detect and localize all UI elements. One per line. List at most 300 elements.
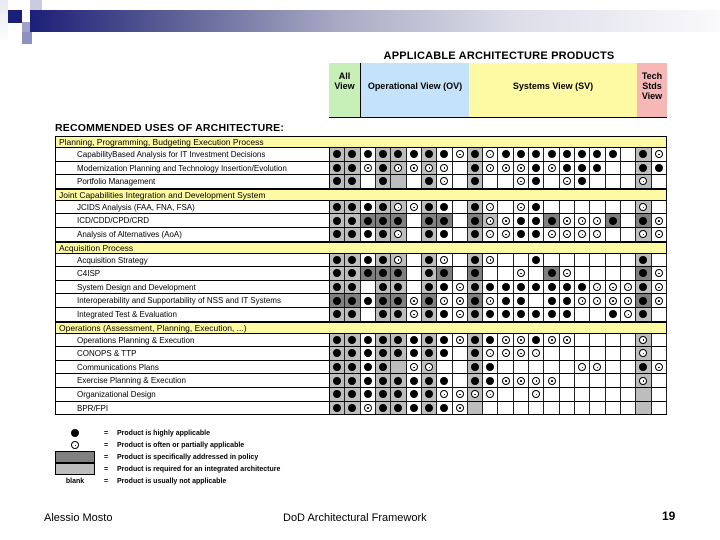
ring-dot-icon [440,390,448,398]
matrix-cell [590,347,605,360]
legend-item [55,451,315,463]
matrix-cell [422,388,437,401]
matrix-cell [606,388,621,401]
filled-dot-icon [440,336,448,344]
matrix-cell [437,294,452,307]
matrix-cell [407,388,422,401]
table-row [55,388,667,402]
filled-dot-icon [71,429,79,437]
matrix-cell [361,294,376,307]
filled-dot-icon [379,297,387,305]
ring-dot-icon [593,297,601,305]
row-cells [330,308,667,321]
matrix-cell [345,361,360,374]
matrix-cell [621,148,636,161]
matrix-cell [330,334,345,347]
filled-dot-icon [379,203,387,211]
ring-dot-icon [655,283,663,291]
matrix-cell [422,162,437,175]
ring-dot-icon [578,230,586,238]
matrix-cell [422,281,437,294]
matrix-cell [498,347,513,360]
matrix-cell [636,402,651,415]
matrix-cell [621,175,636,188]
filled-dot-icon [609,150,617,158]
ring-dot-icon [517,336,525,344]
matrix-cell [529,374,544,387]
filled-dot-icon [486,283,494,291]
matrix-cell [498,281,513,294]
filled-dot-icon [486,310,494,318]
filled-dot-icon [394,150,402,158]
matrix-cell [606,162,621,175]
matrix-cell [544,148,559,161]
legend [55,427,315,487]
filled-dot-icon [379,177,387,185]
matrix-cell [422,347,437,360]
filled-dot-icon [471,336,479,344]
matrix-cell [422,175,437,188]
matrix-cell [330,308,345,321]
matrix-cell [330,201,345,214]
matrix-cell [621,308,636,321]
matrix-cell [544,361,559,374]
ring-dot-icon [486,349,494,357]
matrix-cell [468,254,483,267]
filled-dot-icon [471,363,479,371]
filled-dot-icon [578,164,586,172]
matrix-cell [345,175,360,188]
filled-dot-icon [333,349,341,357]
legend-equals: = [103,429,109,437]
table-row [55,214,667,228]
matrix-cell [437,214,452,227]
matrix-cell [376,294,391,307]
filled-dot-icon [517,217,525,225]
filled-dot-icon [379,217,387,225]
matrix-cell [407,347,422,360]
matrix-cell [391,347,406,360]
filled-dot-icon [639,217,647,225]
logo-square-mid3 [22,32,32,44]
filled-dot-icon [532,164,540,172]
legend-text: Product is highly applicable [117,429,210,437]
ring-dot-icon [394,230,402,238]
matrix-cell [330,361,345,374]
filled-dot-icon [639,310,647,318]
table-row [55,162,667,176]
legend-text: Product is specifically addressed in policy [117,453,259,461]
matrix-cell [590,214,605,227]
view-group-tech-standards [637,63,667,118]
matrix-cell [560,402,575,415]
filled-dot-icon [410,349,418,357]
matrix-cell [560,347,575,360]
filled-dot-icon [440,217,448,225]
matrix-cell [560,334,575,347]
matrix-cell [422,267,437,280]
ring-dot-icon [425,363,433,371]
matrix-cell [590,294,605,307]
matrix-cell [453,228,468,241]
filled-dot-icon [394,404,402,412]
matrix-cell [407,402,422,415]
matrix-cell [376,162,391,175]
matrix-cell [468,374,483,387]
matrix-cell [391,201,406,214]
filled-dot-icon [348,336,356,344]
matrix-cell [453,294,468,307]
matrix-cell [636,201,651,214]
matrix-cell [652,228,667,241]
matrix-cell [407,214,422,227]
matrix-cell [498,294,513,307]
row-cells [330,175,667,188]
filled-dot-icon [471,230,479,238]
filled-dot-icon [471,310,479,318]
filled-dot-icon [425,310,433,318]
matrix-cell [606,254,621,267]
row-cells [330,388,667,401]
ring-dot-icon [486,230,494,238]
matrix-cell [453,254,468,267]
matrix-cell [453,347,468,360]
legend-item [55,427,315,439]
legend-text: Product is required for an integrated architecture [117,465,281,473]
filled-dot-icon [517,310,525,318]
matrix-cell [636,148,651,161]
filled-dot-icon [394,217,402,225]
matrix-cell [544,388,559,401]
table-row [55,281,667,295]
use-label: Acquisition Strategy [56,254,330,267]
matrix-cell [575,148,590,161]
ring-dot-icon [532,349,540,357]
matrix-cell [575,214,590,227]
filled-dot-icon [502,297,510,305]
filled-dot-icon [333,203,341,211]
filled-dot-icon [364,217,372,225]
filled-dot-icon [379,404,387,412]
matrix-cell [437,175,452,188]
ring-dot-icon [624,283,632,291]
filled-dot-icon [655,164,663,172]
use-label: C4ISP [56,267,330,280]
filled-dot-icon [440,230,448,238]
view-group-label: Systems View (SV) [512,81,594,91]
matrix-cell [376,334,391,347]
matrix-cell [544,308,559,321]
matrix-cell [376,347,391,360]
matrix-cell [575,374,590,387]
ring-dot-icon [394,203,402,211]
matrix-cell [590,201,605,214]
filled-dot-icon [609,310,617,318]
matrix-cell [529,175,544,188]
matrix-cell [468,214,483,227]
matrix-cell [606,361,621,374]
ring-dot-icon [456,150,464,158]
matrix-cell [544,162,559,175]
ring-dot-icon [486,217,494,225]
filled-dot-icon [364,203,372,211]
row-cells [330,148,667,161]
blank-label [55,478,95,485]
ring-dot-icon [578,297,586,305]
ring-dot-icon [410,310,418,318]
matrix-cell [575,267,590,280]
filled-dot-icon [593,164,601,172]
filled-dot-icon [639,269,647,277]
matrix-cell [422,374,437,387]
filled-dot-icon [532,256,540,264]
ring-dot-icon [456,310,464,318]
matrix-cell [330,347,345,360]
filled-dot-icon [348,310,356,318]
matrix-cell [361,374,376,387]
filled-dot-icon [348,390,356,398]
matrix-cell [330,162,345,175]
matrix-cell [621,374,636,387]
filled-dot-icon [379,363,387,371]
matrix-cell [422,308,437,321]
matrix-cell [330,281,345,294]
matrix-cell [514,162,529,175]
matrix-cell [621,254,636,267]
filled-dot-icon [532,310,540,318]
matrix-cell [483,334,498,347]
table-row [55,201,667,215]
table-row [55,374,667,388]
matrix-cell [575,228,590,241]
matrix-cell [529,228,544,241]
matrix-cell [407,267,422,280]
matrix-cell [453,308,468,321]
matrix-cell [391,254,406,267]
matrix-cell [453,267,468,280]
matrix-cell [345,308,360,321]
ring-dot-icon [624,310,632,318]
ring-dot-icon [548,336,556,344]
filled-dot-icon [578,283,586,291]
section-header: Joint Capabilities Integration and Development System [55,189,667,201]
matrix-cell [437,374,452,387]
matrix-cell [407,162,422,175]
row-cells [330,402,667,415]
matrix-cell [529,267,544,280]
filled-dot-icon [440,203,448,211]
ring-dot-icon [71,441,79,449]
matrix-cell [636,228,651,241]
matrix-cell [514,334,529,347]
matrix-cell [391,308,406,321]
matrix-cell [560,308,575,321]
matrix-cell [437,267,452,280]
matrix-cell [345,228,360,241]
matrix-cell [590,361,605,374]
filled-dot-icon [425,336,433,344]
matrix-cell [544,334,559,347]
matrix-cell [330,254,345,267]
matrix-cell [376,308,391,321]
filled-dot-icon [425,297,433,305]
filled-dot-icon [578,150,586,158]
matrix-cell [453,402,468,415]
filled-dot-icon [639,297,647,305]
ring-dot-icon [609,297,617,305]
matrix-cell [391,162,406,175]
matrix-cell [544,374,559,387]
ring-dot-icon [440,177,448,185]
ring-dot-icon [624,297,632,305]
matrix-cell [330,267,345,280]
matrix-cell [621,388,636,401]
table-row [55,228,667,242]
filled-dot-icon [333,150,341,158]
matrix-cell [345,402,360,415]
matrix-cell [361,347,376,360]
matrix-cell [483,148,498,161]
matrix-cell [529,281,544,294]
filled-dot-icon [548,150,556,158]
legend-text: Product is usually not applicable [117,477,227,485]
legend-item [55,475,315,487]
matrix-cell [621,214,636,227]
matrix-cell [376,402,391,415]
matrix-cell [652,254,667,267]
matrix-cell [514,402,529,415]
matrix-cell [437,308,452,321]
ring-dot-icon [578,363,586,371]
matrix-cell [652,294,667,307]
filled-dot-icon [517,297,525,305]
filled-dot-icon [471,269,479,277]
matrix-cell [652,402,667,415]
matrix-cell [575,347,590,360]
filled-dot-icon [609,217,617,225]
ring-dot-icon [639,177,647,185]
matrix-cell [590,388,605,401]
matrix-cell [376,267,391,280]
matrix-cell [468,201,483,214]
matrix-cell [575,334,590,347]
matrix-cell [345,334,360,347]
matrix-cell [590,267,605,280]
filled-dot-icon [471,377,479,385]
filled-dot-icon [333,256,341,264]
ring-dot-icon [440,256,448,264]
legend-equals: = [103,477,109,485]
use-label: Portfolio Management [56,175,330,188]
filled-dot-icon [364,390,372,398]
ring-dot-icon [410,164,418,172]
filled-dot-icon [394,349,402,357]
matrix-cell [544,201,559,214]
matrix-cell [376,148,391,161]
matrix-cell [483,254,498,267]
filled-dot-icon [364,349,372,357]
matrix-cell [606,374,621,387]
matrix-cell [529,361,544,374]
dark-gray-swatch [55,451,95,463]
matrix-cell [514,347,529,360]
matrix-cell [468,267,483,280]
matrix-cell [407,308,422,321]
ring-dot-icon [578,217,586,225]
ring-dot-icon [502,377,510,385]
matrix-cell [529,308,544,321]
matrix-cell [560,388,575,401]
matrix-cell [606,175,621,188]
ring-dot-icon [440,164,448,172]
matrix-cell [330,175,345,188]
row-cells [330,267,667,280]
filled-dot-icon [410,150,418,158]
ring-dot-icon [639,336,647,344]
filled-dot-icon [394,310,402,318]
use-label: Exercise Planning & Execution [56,374,330,387]
ring-dot-icon [486,150,494,158]
matrix-cell [575,308,590,321]
matrix-cell [376,388,391,401]
matrix-cell [498,308,513,321]
ring-dot-icon [655,150,663,158]
filled-dot-icon [379,349,387,357]
matrix-cell [560,175,575,188]
filled-dot-icon [333,269,341,277]
matrix-cell [498,388,513,401]
filled-dot-icon [333,363,341,371]
matrix-cell [636,162,651,175]
ring-dot-icon [55,441,95,449]
matrix-cell [575,175,590,188]
section-header: Operations (Assessment, Planning, Execution, ...) [55,322,667,334]
matrix-cell [453,201,468,214]
filled-dot-icon [348,377,356,385]
ring-dot-icon [639,349,647,357]
view-group-label: All View [334,71,355,91]
view-group-systems [469,63,637,118]
table-row [55,347,667,361]
matrix-cell [391,334,406,347]
logo-square-dark [8,10,22,23]
ring-dot-icon [655,269,663,277]
matrix-cell [453,334,468,347]
matrix-cell [391,214,406,227]
ring-dot-icon [655,297,663,305]
matrix-cell [529,402,544,415]
matrix-cell [590,374,605,387]
filled-dot-icon [348,269,356,277]
ring-dot-icon [410,363,418,371]
ring-dot-icon [502,230,510,238]
filled-dot-icon [348,164,356,172]
ring-dot-icon [394,164,402,172]
filled-dot-icon [502,310,510,318]
filled-dot-icon [364,269,372,277]
matrix-cell [652,361,667,374]
filled-dot-icon [348,256,356,264]
filled-dot-icon [532,150,540,158]
filled-dot-icon [333,177,341,185]
filled-dot-icon [394,377,402,385]
filled-dot-icon [379,164,387,172]
matrix-cell [560,294,575,307]
filled-dot-icon [639,363,647,371]
matrix-cell [391,374,406,387]
view-group-label: Operational View (OV) [367,81,463,91]
filled-dot-icon [394,269,402,277]
